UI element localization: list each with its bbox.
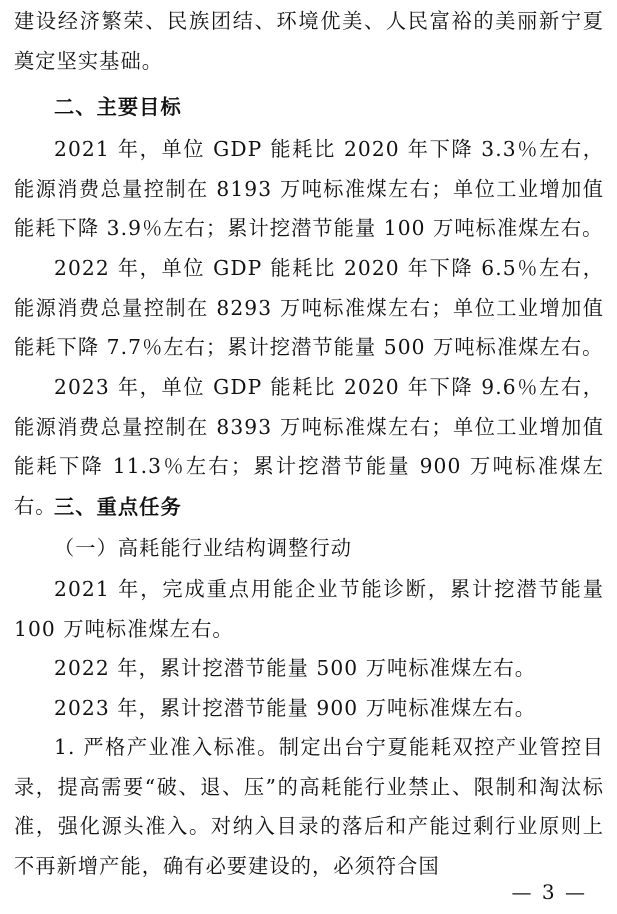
section-heading-main-goals: 二、主要目标 [54,95,182,119]
goal-2022-paragraph: 2022 年，单位 GDP 能耗比 2020 年下降 6.5％左右，能源消费总量控制在 8293 万吨标准煤左右；单位工业增加值能耗下降 7.7％左右；累计挖潜节能量 500 万吨标准煤左右。 [14,256,604,359]
intro-paragraph: 建设经济繁荣、民族团结、环境优美、人民富裕的美丽新宁夏奠定坚实基础。 [14,9,604,73]
task-2023-paragraph: 2023 年，累计挖潜节能量 900 万吨标准煤左右。 [54,696,537,720]
subsection-heading: （一）高耗能行业结构调整行动 [54,536,353,560]
goal-2021-paragraph: 2021 年，单位 GDP 能耗比 2020 年下降 3.3％左右，能源消费总量控制在 8193 万吨标准煤左右；单位工业增加值能耗下降 3.9％左右；累计挖潜节能量 100 万吨标准煤左右。 [14,137,604,240]
item-1-paragraph: 1. 严格产业准入标准。制定出台宁夏能耗双控产业管控目录，提高需要“破、退、压”的高耗能行业禁止、限制和淘汰标准，强化源头准入。对纳入目录的落后和产能过剩行业原则上不再新增产能，确有必要建设的，必须符合国 [14,735,604,878]
page-number: — 3 — [511,880,587,904]
task-2022-paragraph: 2022 年，累计挖潜节能量 500 万吨标准煤左右。 [54,656,537,680]
task-2021-paragraph: 2021 年，完成重点用能企业节能诊断，累计挖潜节能量 100 万吨标准煤左右。 [14,577,604,641]
goal-2023-paragraph: 2023 年，单位 GDP 能耗比 2020 年下降 9.6％左右，能源消费总量控制在 8393 万吨标准煤左右；单位工业增加值能耗下降 11.3％左右；累计挖潜节能量 900 万吨标准煤左右。 [14,375,604,518]
section-heading-key-tasks: 三、重点任务 [54,495,182,519]
